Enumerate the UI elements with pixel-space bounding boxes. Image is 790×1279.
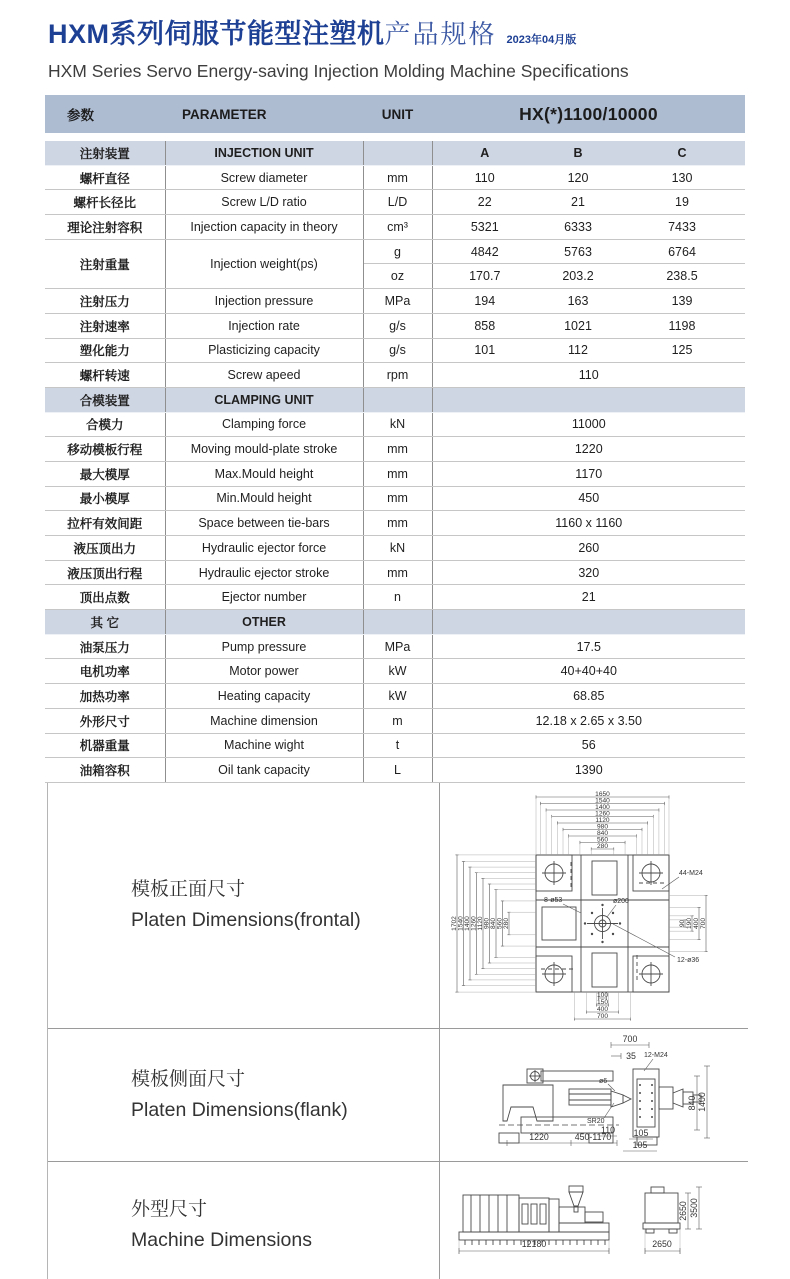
section-col-label: C [619, 141, 745, 165]
value-cell: 1021 [537, 313, 619, 338]
dimension-label: 100 [596, 991, 609, 999]
value-cell: 21 [432, 585, 745, 610]
value-cell: 120 [537, 165, 619, 190]
machine-dimension-lines [459, 1187, 702, 1254]
diagram-row-machine [48, 1161, 748, 1279]
machine-end-view [643, 1187, 680, 1233]
flank-dim-1220: 1220 [529, 1131, 549, 1142]
flank-dim-1400: 1400 [697, 1092, 707, 1112]
value-cell: 1220 [432, 437, 745, 462]
param-en-cell: Space between tie-bars [165, 511, 363, 536]
table-row [45, 313, 745, 338]
param-en-cell: Injection capacity in theory [165, 215, 363, 240]
param-en-cell: Injection pressure [165, 289, 363, 314]
param-cn-cell: 机器重量 [45, 733, 165, 758]
unit-cell: mm [363, 461, 432, 486]
unit-cell: MPa [363, 289, 432, 314]
param-en-cell: Motor power [165, 659, 363, 684]
param-en-cell: Oil tank capacity [165, 758, 363, 783]
value-cell: 22 [432, 190, 537, 215]
table-section-row [45, 387, 745, 412]
value-cell: 450 [432, 486, 745, 511]
param-cn-cell: 螺杆转速 [45, 363, 165, 388]
dimension-label: 980 [596, 823, 609, 831]
dimension-label: 400 [596, 1005, 609, 1013]
annotation-8-d53: 8-ø53 [544, 896, 563, 904]
param-en-cell: Max.Mould height [165, 461, 363, 486]
section-title-en: INJECTION UNIT [165, 141, 363, 165]
dimension-label: 150 [596, 998, 609, 1006]
flank-platen-drawing [441, 1029, 747, 1161]
diagram-row-flank [48, 1028, 748, 1161]
title-cn: HXM系列伺服节能型注塑机 [48, 19, 385, 49]
header-gap [45, 133, 745, 141]
value-cell: 1390 [432, 758, 745, 783]
value-cell: 21 [537, 190, 619, 215]
unit-cell: L [363, 758, 432, 783]
table-row [45, 239, 745, 264]
section-title-cn: 注射装置 [45, 141, 165, 165]
dimension-label: 1260 [470, 916, 478, 931]
value-cell: 110 [432, 363, 745, 388]
value-cell: 5321 [432, 215, 537, 240]
spec-table-body [45, 141, 745, 783]
value-cell: 1170 [432, 461, 745, 486]
dimension-label: 190 [685, 917, 693, 929]
value-cell: 130 [619, 165, 745, 190]
table-row [45, 289, 745, 314]
flank-dimension-lines [507, 1034, 710, 1151]
machine-drawing [441, 1162, 747, 1279]
dimension-label: 560 [496, 917, 504, 929]
dimension-label: 840 [489, 917, 497, 929]
value-cell: 56 [432, 733, 745, 758]
table-row [45, 708, 745, 733]
unit-cell: cm³ [363, 215, 432, 240]
header-model: HX(*)1100/10000 [519, 103, 658, 124]
param-cn-cell: 加热功率 [45, 684, 165, 709]
value-cell: 7433 [619, 215, 745, 240]
value-cell: 170.7 [432, 264, 537, 289]
dimension-label: 700 [596, 1012, 609, 1020]
table-header-row [45, 95, 745, 133]
param-en-cell: Hydraulic ejector stroke [165, 560, 363, 585]
flank-dim-840: 840 [687, 1095, 697, 1111]
table-row [45, 461, 745, 486]
dimension-label: 1400 [463, 916, 471, 931]
machine-label-cn: 外型尺寸 [131, 1199, 208, 1221]
param-cn-cell: 电机功率 [45, 659, 165, 684]
annotation-12-d36: 12-ø36 [677, 956, 700, 964]
value-cell: 6333 [537, 215, 619, 240]
flank-dim-105a: 105 [633, 1127, 649, 1138]
flank-dim-450-1170: 450-1170 [574, 1131, 612, 1142]
param-en-cell: Moving mould-plate stroke [165, 437, 363, 462]
dimension-label: 1650 [595, 790, 610, 798]
table-section-row [45, 610, 745, 635]
dimension-label: 1540 [457, 916, 465, 931]
value-cell: 11000 [432, 412, 745, 437]
frontal-platen-drawing [441, 783, 747, 1028]
param-en-cell: Machine wight [165, 733, 363, 758]
param-en-cell: Machine dimension [165, 708, 363, 733]
value-cell: 203.2 [537, 264, 619, 289]
value-cell: 4842 [432, 239, 537, 264]
dimension-label: 1120 [595, 816, 610, 824]
value-cell: 101 [432, 338, 537, 363]
frontal-platen-shape [536, 855, 669, 992]
unit-cell: mm [363, 511, 432, 536]
value-cell: 163 [537, 289, 619, 314]
dimension-label: 1540 [595, 797, 610, 805]
machine-dim-3500: 3500 [689, 1198, 699, 1218]
value-cell: 1160 x 1160 [432, 511, 745, 536]
flank-anno-d6: ø6 [599, 1077, 608, 1085]
section-unit-cell [363, 387, 432, 412]
param-cn-cell: 外形尺寸 [45, 708, 165, 733]
unit-cell: t [363, 733, 432, 758]
value-cell: 112 [537, 338, 619, 363]
machine-dim-2650-width: 2650 [652, 1238, 672, 1249]
value-cell: 238.5 [619, 264, 745, 289]
section-value-cell [432, 610, 745, 635]
unit-cell: kW [363, 684, 432, 709]
unit-cell: mm [363, 437, 432, 462]
title-cn-suffix: 产品规格 [384, 19, 497, 49]
machine-label-en: Machine Dimensions [131, 1229, 312, 1252]
flank-anno-SR20: SR20 [587, 1117, 605, 1125]
param-cn-cell: 最小模厚 [45, 486, 165, 511]
unit-cell: kW [363, 659, 432, 684]
dimension-label: 1400 [595, 803, 610, 811]
frontal-drawing-area [440, 783, 748, 1028]
table-row [45, 560, 745, 585]
dimension-label: 280 [502, 917, 510, 929]
table-row [45, 511, 745, 536]
unit-cell: g/s [363, 338, 432, 363]
flank-dim-35: 35 [626, 1050, 636, 1061]
unit-cell: rpm [363, 363, 432, 388]
param-en-cell: Heating capacity [165, 684, 363, 709]
param-cn-cell: 移动模板行程 [45, 437, 165, 462]
flank-dim-105b: 105 [632, 1139, 648, 1150]
value-cell: 6764 [619, 239, 745, 264]
annotation-d200: ø200 [613, 897, 629, 905]
value-cell: 320 [432, 560, 745, 585]
unit-cell: n [363, 585, 432, 610]
table-row [45, 486, 745, 511]
table-row [45, 437, 745, 462]
unit-cell: L/D [363, 190, 432, 215]
value-cell: 19 [619, 190, 745, 215]
value-cell: 17.5 [432, 634, 745, 659]
unit-cell: mm [363, 486, 432, 511]
value-cell: 125 [619, 338, 745, 363]
param-en-cell: Injection rate [165, 313, 363, 338]
flank-dim-700: 700 [622, 1033, 638, 1044]
frontal-annotations [544, 870, 703, 964]
dimension-label: 400 [692, 917, 700, 929]
flank-dim-110: 110 [600, 1124, 616, 1135]
param-cn-cell: 螺杆直径 [45, 165, 165, 190]
section-col-label: A [432, 141, 537, 165]
value-cell: 194 [432, 289, 537, 314]
dimension-label: 1702 [450, 916, 458, 931]
header-param-en: PARAMETER [182, 106, 267, 122]
section-title-en: OTHER [165, 610, 363, 635]
table-row [45, 585, 745, 610]
value-cell: 260 [432, 536, 745, 561]
unit-cell: mm [363, 165, 432, 190]
table-row [45, 190, 745, 215]
param-cn-cell: 注射重量 [45, 239, 165, 288]
value-cell: 5763 [537, 239, 619, 264]
table-row [45, 733, 745, 758]
section-title-cn: 合模装置 [45, 387, 165, 412]
unit-cell: kN [363, 412, 432, 437]
param-en-cell: Plasticizing capacity [165, 338, 363, 363]
param-cn-cell: 塑化能力 [45, 338, 165, 363]
table-row [45, 634, 745, 659]
param-cn-cell: 油泵压力 [45, 634, 165, 659]
param-cn-cell: 油箱容积 [45, 758, 165, 783]
diagrams-section [47, 783, 748, 1279]
diagram-row-frontal [48, 783, 748, 1028]
table-row [45, 659, 745, 684]
value-cell: 40+40+40 [432, 659, 745, 684]
section-col-label: B [537, 141, 619, 165]
param-cn-cell: 注射压力 [45, 289, 165, 314]
spec-table [45, 95, 745, 783]
flank-label [48, 1029, 440, 1161]
param-cn-cell: 拉杆有效间距 [45, 511, 165, 536]
page-title [48, 16, 790, 58]
param-en-cell: Screw L/D ratio [165, 190, 363, 215]
machine-side-view [459, 1186, 609, 1245]
value-cell: 110 [432, 165, 537, 190]
unit-cell: m [363, 708, 432, 733]
param-en-cell: Injection weight(ps) [165, 239, 363, 288]
flank-drawing-area [440, 1029, 748, 1161]
title-version: 2023年04月版 [506, 34, 577, 46]
page-header [0, 0, 790, 82]
dimension-label: 1120 [476, 916, 484, 931]
table-row [45, 684, 745, 709]
machine-dim-2650-height: 2650 [678, 1201, 688, 1221]
dimension-label: 840 [596, 829, 609, 837]
value-cell: 1198 [619, 313, 745, 338]
unit-cell: kN [363, 536, 432, 561]
param-cn-cell: 液压顶出行程 [45, 560, 165, 585]
param-en-cell: Min.Mould height [165, 486, 363, 511]
section-title-cn: 其 它 [45, 610, 165, 635]
section-unit-cell [363, 141, 432, 165]
value-cell: 68.85 [432, 684, 745, 709]
dimension-label: 700 [699, 917, 707, 929]
value-cell: 12.18 x 2.65 x 3.50 [432, 708, 745, 733]
header-unit: UNIT [381, 106, 414, 122]
flank-label-en: Platen Dimensions(flank) [131, 1098, 348, 1121]
section-value-cell [432, 387, 745, 412]
unit-cell: g [363, 239, 432, 264]
frontal-label-en: Platen Dimensions(frontal) [131, 909, 361, 932]
dimension-label: 980 [483, 917, 491, 929]
flank-label-cn: 模板侧面尺寸 [131, 1068, 246, 1090]
machine-label [48, 1162, 440, 1279]
table-row [45, 412, 745, 437]
table-row [45, 758, 745, 783]
param-cn-cell: 合模力 [45, 412, 165, 437]
value-cell: 139 [619, 289, 745, 314]
param-cn-cell: 理论注射容积 [45, 215, 165, 240]
dimension-label: 1260 [595, 810, 610, 818]
param-en-cell: Screw apeed [165, 363, 363, 388]
machine-drawing-area [440, 1162, 748, 1279]
param-cn-cell: 螺杆长径比 [45, 190, 165, 215]
param-en-cell: Screw diameter [165, 165, 363, 190]
page-subtitle: HXM Series Servo Energy-saving Injection Molding Machine Specifications [48, 61, 629, 81]
param-en-cell: Hydraulic ejector force [165, 536, 363, 561]
param-cn-cell: 顶出点数 [45, 585, 165, 610]
param-en-cell: Ejector number [165, 585, 363, 610]
param-cn-cell: 液压顶出力 [45, 536, 165, 561]
frontal-label [48, 783, 440, 1028]
table-row [45, 338, 745, 363]
value-cell: 858 [432, 313, 537, 338]
table-row [45, 165, 745, 190]
param-en-cell: Clamping force [165, 412, 363, 437]
unit-cell: g/s [363, 313, 432, 338]
table-row [45, 536, 745, 561]
table-section-row [45, 141, 745, 165]
table-row [45, 215, 745, 240]
dimension-label: 560 [596, 836, 609, 844]
machine-dim-12180: 12180 [521, 1238, 547, 1249]
dimension-label: 90 [678, 919, 686, 928]
dimension-label: 280 [596, 842, 609, 850]
unit-cell: mm [363, 560, 432, 585]
unit-cell: oz [363, 264, 432, 289]
section-unit-cell [363, 610, 432, 635]
section-title-en: CLAMPING UNIT [165, 387, 363, 412]
unit-cell: MPa [363, 634, 432, 659]
frontal-label-cn: 模板正面尺寸 [131, 879, 246, 901]
param-cn-cell: 注射速率 [45, 313, 165, 338]
header-param-cn: 参数 [67, 108, 94, 123]
param-en-cell: Pump pressure [165, 634, 363, 659]
flank-anno-12-M24: 12-M24 [644, 1051, 668, 1059]
param-cn-cell: 最大模厚 [45, 461, 165, 486]
table-row [45, 363, 745, 388]
annotation-44-M24: 44-M24 [679, 869, 703, 877]
